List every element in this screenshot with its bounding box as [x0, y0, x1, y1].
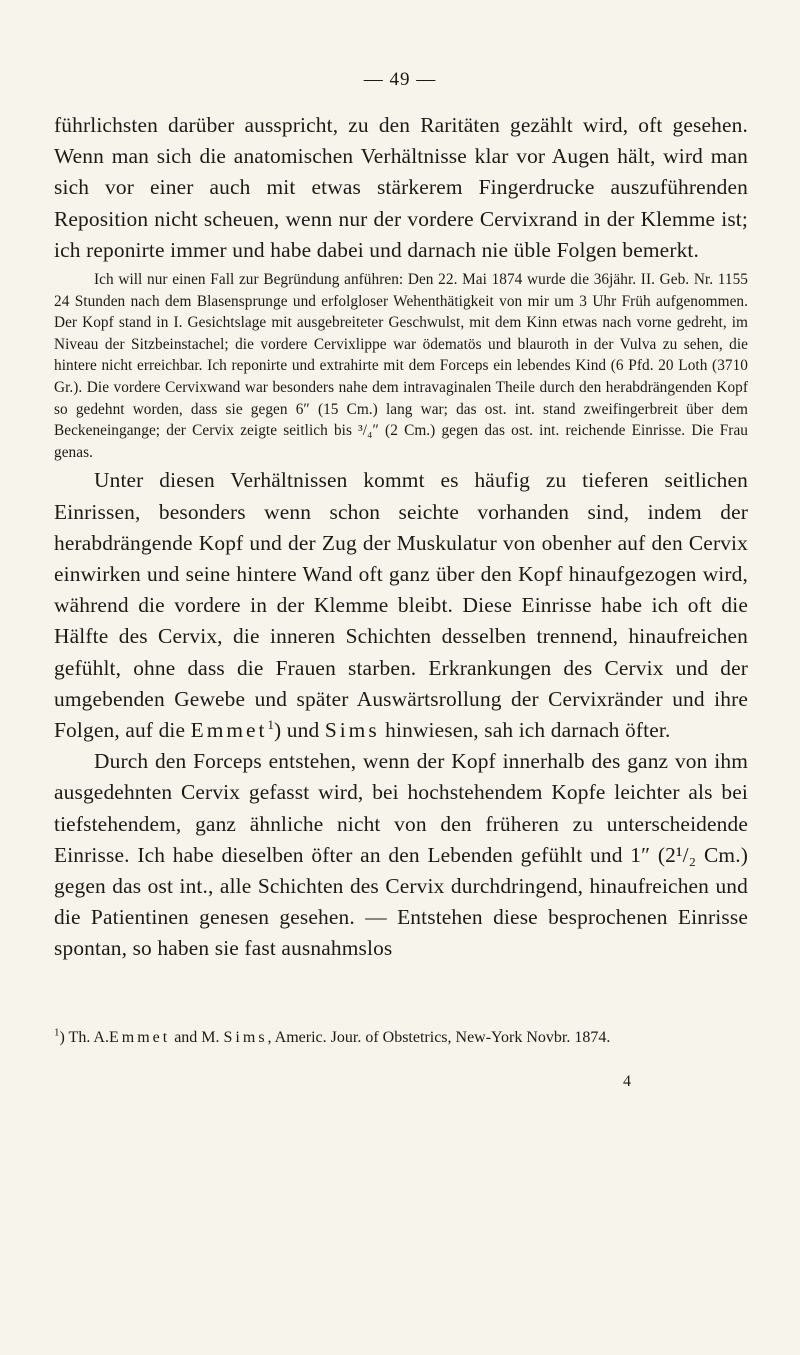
footnote-author-sims: Sims: [223, 1029, 268, 1046]
paragraph-3: [54, 465, 748, 746]
paragraph-3-text-c: hinwiesen, sah ich darnach öfter.: [385, 717, 671, 742]
body-text: [54, 110, 748, 965]
paragraph-1: führlichsten darüber ausspricht, zu den Raritäten gezählt wird, oft gesehen. Wenn man sich die anatomischen Verhältnisse klar vor Augen hält, wird man sich vor einer auch mit etwas stärkerem Fingerdrucke auszuführenden Reposition nicht scheuen, wenn nur der vordere Cervixrand in der Klemme ist; ich reponirte immer und habe dabei und darnach nie üble Folgen bemerkt.: [54, 113, 748, 262]
author-name-sims: Sims: [324, 717, 380, 742]
footnote-text-a: ) Th. A.: [59, 1029, 109, 1046]
footnote-mark: 1: [54, 1026, 60, 1039]
footnote-reference: 1: [267, 717, 275, 732]
author-name-emmet: Emmet: [190, 717, 268, 742]
page-number: — 49 —: [363, 69, 437, 90]
paragraph-3-text-b: ) und: [274, 717, 320, 742]
paragraph-4: Durch den Forceps entstehen, wenn der Kopf innerhalb des ganz von ihm ausgedehnten Cervix gefasst wird, bei hochstehendem Kopfe leichter als bei tiefstehendem, ganz ähnliche nicht von den früheren zu unterscheidende Einrisse. Ich habe dieselben öfter an den Lebenden gefühlt und 1″ (2¹/₂ Cm.) gegen das ost int., alle Schichten des Cervix durchdringend, hinaufreichen und die Patientinen genesen gesehen. — Entstehen diese besprochenen Einrisse spontan, so haben sie fast ausnahmslos: [54, 749, 748, 961]
footnote: [54, 1027, 748, 1049]
footnote-text-c: , Americ. Jour. of Obstetrics, New-York Novbr. 1874.: [267, 1029, 611, 1046]
footnote-text-b: and M.: [174, 1029, 220, 1046]
case-report-paragraph: Ich will nur einen Fall zur Begründung anführen: Den 22. Mai 1874 wurde die 36jähr. II. Geb. Nr. 1155 24 Stunden nach dem Blasensprunge und erfolgloser Wehenthätigkeit von mir um 3 Uhr Früh aufgenommen. Der Kopf stand in I. Gesichtslage mit ausgebreiteter Geschwulst, mit dem Kinn etwas nach vorne gedreht, im Niveau der Sitzbeinstachel; die vordere Cervixlippe war ödematös und blauroth in der Vulva zu sehen, die hintere nicht erreichbar. Ich reponirte und extrahirte mit dem Forceps ein lebendes Kind (6 Pfd. 20 Loth (3710 Gr.). Die vordere Cervixwand war besonders nahe dem intravaginalen Theile durch den herabdrängenden Kopf so gedehnt worden, dass sie gegen 6″ (15 Cm.) lang war; das ost. int. stand zweifingerbreit über dem Beckeneingange; der Cervix zeigte seitlich bis ³/₄″ (2 Cm.) gegen das ost. int. reichende Einrisse. Die Frau genas.: [54, 271, 748, 461]
signature-mark: 4: [623, 1073, 631, 1090]
paragraph-3-text-a: Unter diesen Verhältnissen kommt es häufig zu tieferen seitlichen Einrissen, besonders wenn schon seichte vorhanden sind, indem der herabdrängende Kopf und der Zug der Muskulatur von obenher auf den Cervix einwirken und seine hintere Wand oft ganz über den Kopf hinaufgezogen wird, während die vordere in der Klemme bleibt. Diese Einrisse habe ich oft die Hälfte des Cervix, die inneren Schichten desselben trennend, hinaufreichen gefühlt, ohne dass die Frauen starben. Erkrankungen des Cervix und der umgebenden Gewebe und später Auswärtsrollung der Cervixränder und ihre Folgen, auf die: [54, 468, 748, 742]
footnote-author-emmet: Emmet: [108, 1029, 171, 1046]
